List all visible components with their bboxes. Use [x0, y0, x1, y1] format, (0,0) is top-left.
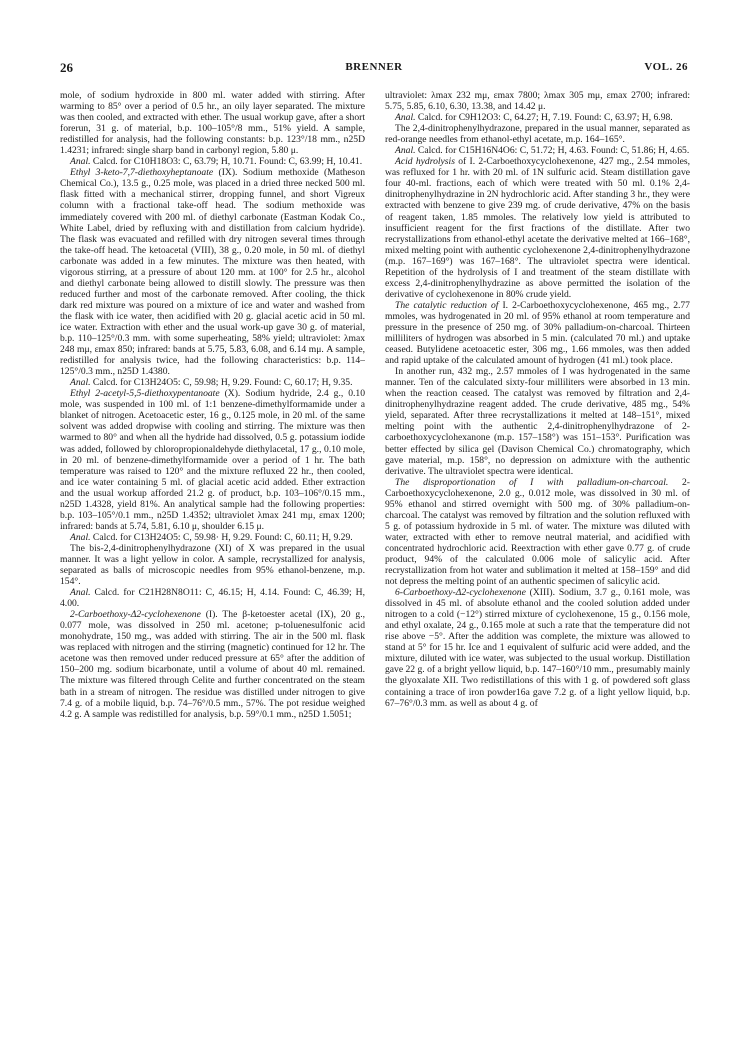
paragraph	[385, 112, 690, 123]
paragraph-text: Calcd. for C15H16N4O6: C, 51.72; H, 4.63. Found: C, 51.86; H, 4.65.	[415, 145, 690, 157]
paragraph-text: Calcd. for C21H28N8O11: C, 46.15; H, 4.14. Found: C, 46.39; H, 4.00.	[60, 587, 365, 610]
paragraph	[60, 532, 365, 543]
paragraph	[60, 587, 365, 609]
paragraph	[60, 156, 365, 167]
paragraph-lead: The catalytic reduction of	[395, 299, 499, 311]
volume-label: VOL. 26	[644, 61, 688, 73]
left-column	[60, 90, 365, 1010]
paragraph-text: I. 2-Carboethoxycyclohexenone, 465 mg., 2.77 mmoles, was hydrogenated in 20 ml. of 95% ethanol at room temperature and pressure in the presence of 250 mg. of 30% palladium-on-charcoal. Thirteen milliliters of hydrogen was absorbed in 5 min. (calculated 70 ml.) and uptake ceased. Butylidene acetoacetic ester, 306 mg., 1.66 mmoles, was then added and rapid uptake of the calculated amount of hydrogen (41 ml.) took place.	[385, 299, 690, 367]
paragraph	[385, 587, 690, 709]
paragraph-text: The 2,4-dinitrophenylhydrazone, prepared in the usual manner, separated as red-orange needles from ethanol-ethyl acetate, m.p. 164–165°.	[385, 123, 690, 146]
paragraph	[60, 377, 365, 388]
paragraph	[385, 477, 690, 587]
paragraph-text: The bis-2,4-dinitrophenylhydrazone (XI) of X was prepared in the usual manner. It was a light yellow in color. A sample, recrystallized for analysis, separated as balls of microscopic needles from 95% ethanol-benzene, m.p. 154°.	[60, 542, 365, 588]
paragraph-text: mole, of sodium hydroxide in 800 ml. water added with stirring. After warming to 85° over a period of 0.5 hr., an oily layer separated. The mixture was then cooled, and extracted with ether. The usual workup gave, after a short forerun, 31 g. of material, b.p. 100–105°/8 mm., 51% yield. A sample, redistilled for analysis, had the following constants: b.p. 123°/18 mm., n25D 1.4231; infrared: single sharp band in carbonyl region, 5.80 μ.	[60, 90, 365, 157]
page-number: 26	[60, 60, 73, 75]
paragraph-lead: Ethyl 3-keto-7,7-diethoxyheptanoate	[70, 167, 214, 179]
paragraph	[60, 167, 365, 377]
paragraph-text: (X). Sodium hydride, 2.4 g., 0.10 mole, was suspended in 100 ml. of 1:1 benzene-dimethylformamide under a blanket of nitrogen. Acetoacetic ester, 16 g., 0.125 mole, in 20 ml. of the same solvent was added dropwise with cooling and stirring. The mixture was then warmed to 80° and when all the hydride had dissolved, 0.5 g. potassium iodide was added, followed by chloropropionaldehyde diethylacetal, 17 g., 0.10 mole, in 20 ml. of benzene-dimethylformamide over a period of 1 hr. The bath temperature was raised to 120° and the mixture refluxed 22 hr., then cooled, and ice water containing 5 ml. of glacial acetic acid added. Ether extraction and the usual workup afforded 21.2 g. of product, b.p. 103–106°/0.15 mm., n25D 1.4328, yield 81%. An analytical sample had the following properties: b.p. 103–105°/0.1 mm., n25D 1.4352; ultraviolet λmax 241 mμ, εmax 1200; infrared: bands at 5.74, 5.81, 6.10 μ, shoulder 6.15 μ.	[60, 388, 365, 532]
paragraph-text: 2-Carboethoxycyclohexenone, 2.0 g., 0.012 mole, was dissolved in 30 ml. of 95% ethanol and stirred overnight with 500 mg. of 30% palladium-on-charcoal. The catalyst was removed by filtration and the solution refluxed with 5 g. of potassium hydroxide in 5 ml. of water. The mixture was diluted with water, extracted with ether to remove neutral material, and acidified with concentrated hydrochloric acid. Reextraction with ether gave 0.77 g. of crude product, 94% of the calculated 0.006 mole of salicylic acid. After recrystallization from hot water and sublimation it melted at 158–159° and did not depress the melting point of an authentic specimen of salicylic acid.	[385, 476, 690, 588]
paragraph-text: of I. 2-Carboethoxycyclohexenone, 427 mg., 2.54 mmoles, was refluxed for 1 hr. with 20 ml. of 1N sulfuric acid. Steam distillation gave four 40-ml. fractions, each of which were treated with 50 ml. 0.1% 2,4-dinitrophenylhydrazine in 2N hydrochloric acid. After standing 3 hr., they were extracted with benzene to give 239 mg. of crude derivative, 47% on the basis of reagent taken, 1.85 mmoles. The relatively low yield is attributed to insufficient reagent for the first fractions of the distillate. After two recrystallizations from ethanol-ethyl acetate the derivative melted at 166–168°, mixed melting point with authentic cyclohexenone 2,4-dinitrophenylhydrazone (m.p. 167–169°) was 167–168°. The ultraviolet spectra were identical. Repetition of the hydrolysis of I and treatment of the steam distillate with excess 2,4-dinitrophenylhydrazine as above permitted the isolation of the derivative of cyclohexenone in 80% crude yield.	[385, 156, 690, 300]
paragraph-text: (XIII). Sodium, 3.7 g., 0.161 mole, was dissolved in 45 ml. of absolute ethanol and the cooled solution added under nitrogen to a cold (−12°) stirred mixture of cyclohexenone, 15 g., 0.156 mole, and ethyl oxalate, 24 g., 0.165 mole at such a rate that the temperature did not rise above −5°. After the addition was complete, the mixture was allowed to stand at 5° for 15 hr. Ice and 1 equivalent of sulfuric acid were added, and the mixture, diluted with ice water, was subjected to the usual workup. Distillation gave 22 g. of a bright yellow liquid, b.p. 147–160°/10 mm., presumably mainly the glyoxalate XII. Two redistillations of this with 1 g. of powdered soft glass containing a trace of iron powder16a gave 7.2 g. of a light yellow liquid, b.p. 67–76°/0.3 mm. as well as about 4 g. of	[385, 587, 690, 709]
paragraph	[385, 300, 690, 366]
paragraph	[385, 90, 690, 112]
paragraph-text: In another run, 432 mg., 2.57 mmoles of I was hydrogenated in the same manner. Ten of the calculated sixty-four milliliters were absorbed in 13 min. when the reaction ceased. The catalyst was removed by filtration and 2,4-dinitrophenylhydrazine reagent added. The crude derivative, 485 mg., 54% yield, separated. After three recrystallizations it melted at 148–151°, mixed melting point with the authentic 2,4-dinitrophenylhydrazone of 2-carboethoxycyclohexanone (m.p. 157–158°) was 151–153°. Purification was better effected by silica gel (Davison Chemical Co.) chromatography, which gave material, m.p. 158°, no depression on admixture with the authentic derivative. The ultraviolet spectra were identical.	[385, 366, 690, 477]
paragraph-lead: 2-Carboethoxy-Δ2-cyclohexenone	[70, 609, 201, 621]
paragraph	[60, 543, 365, 587]
paragraph-lead: Anal.	[70, 531, 91, 543]
paragraph	[385, 123, 690, 145]
paragraph-text: Calcd. for C10H18O3: C, 63.79; H, 10.71. Found: C, 63.99; H, 10.41.	[90, 156, 363, 168]
paragraph-text: (I). The β-ketoester acetal (IX), 20 g., 0.077 mole, was dissolved in 250 ml. acetone; p-toluenesulfonic acid monohydrate, 150 mg., was added with stirring. The air in the 500 ml. flask was replaced with nitrogen and the stirring (magnetic) continued for 12 hr. The acetone was then removed under reduced pressure at 65° after the addition of 150–200 mg. sodium bicarbonate, until a volume of about 40 ml. remained. The mixture was filtered through Celite and further concentrated on the steam bath in a stream of nitrogen. The residue was distilled under nitrogen to give 7.4 g. of a mobile liquid, b.p. 74–76°/0.5 mm., 57%. The pot residue weighed 4.2 g. A sample was redistilled for analysis, b.p. 59°/0.1 mm., n25D 1.5051;	[60, 609, 365, 720]
running-head: BRENNER	[345, 61, 403, 73]
paragraph-lead: The disproportionation of I with palladium-on-charcoal.	[395, 476, 669, 488]
paragraph	[60, 90, 365, 156]
paragraph-text: Calcd. for C13H24O5: C, 59.98· H, 9.29. Found: C, 60.11; H, 9.29.	[90, 531, 353, 543]
paragraph-text: (IX). Sodium methoxide (Matheson Chemical Co.), 13.5 g., 0.25 mole, was placed in a dried three necked 500 ml. flask fitted with a mechanical stirrer, dropping funnel, and short Vigreux column with a fractional take-off head. The sodium methoxide was immediately covered with 200 ml. of diethyl carbonate (Eastman Kodak Co., White Label, dried by refluxing with and distillation from calcium hydride). The flask was evacuated and refilled with dry nitrogen several times through the take-off head. The ketoacetal (VIII), 38 g., 0.20 mole, in 50 ml. of diethyl carbonate was added in a few minutes. The mixture was then heated, with vigorous stirring, at a pressure of about 120 mm. at 100° for 2.5 hr., alcohol and diethyl carbonate being allowed to distill slowly. The pressure was then reduced further and most of the carbonate removed. After cooling, the thick dark red mixture was poured on a mixture of ice and water and washed from the flask with ice water, then acidified with 20 g. glacial acetic acid in 50 ml. ice water. Extraction with ether and the usual work-up gave 30 g. of material, b.p. 110–125°/0.3 mm. with some superheating, 58% yield; ultraviolet: λmax 248 mμ, εmax 850; infrared: bands at 5.75, 5.83, 6.08, and 6.14 mμ. A sample, redistilled for analysis twice, had the following characteristics: b.p. 114–125°/0.3 mm., n25D 1.4380.	[60, 167, 365, 378]
paragraph-text: Calcd. for C9H12O3: C, 64.27; H, 7.19. Found: C, 63.97; H, 6.98.	[415, 112, 673, 124]
paragraph-lead: Anal.	[70, 377, 91, 389]
paragraph	[60, 388, 365, 532]
paragraph-lead: Anal.	[70, 587, 91, 599]
paragraph	[385, 366, 690, 476]
right-column	[385, 90, 690, 1010]
page-header	[60, 60, 688, 76]
paragraph-lead: Acid hydrolysis	[395, 156, 455, 168]
paragraph-lead: Anal.	[395, 145, 416, 157]
paragraph-text: Calcd. for C13H24O5: C, 59.98; H, 9.29. Found: C, 60.17; H, 9.35.	[90, 377, 353, 389]
paragraph-lead: Anal.	[70, 156, 91, 168]
paragraph-lead: Anal.	[395, 112, 416, 124]
paragraph-lead: 6-Carboethoxy-Δ2-cyclohexenone	[395, 587, 526, 599]
paragraph	[60, 609, 365, 719]
paragraph	[385, 145, 690, 156]
paragraph-lead: Ethyl 2-acetyl-5,5-diethoxypentanoate	[70, 388, 220, 400]
paragraph	[385, 156, 690, 300]
paragraph-text: ultraviolet: λmax 232 mμ, εmax 7800; λmax 305 mμ, εmax 2700; infrared: 5.75, 5.85, 6.10, 6.30, 13.38, and 14.42 μ.	[385, 90, 690, 113]
